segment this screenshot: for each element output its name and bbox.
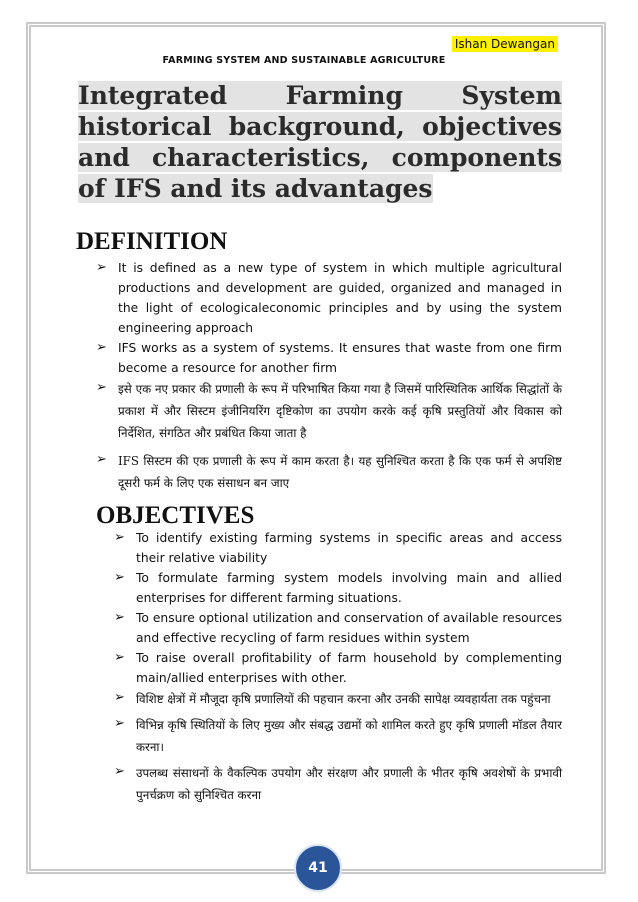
objectives-heading: OBJECTIVES [96,502,255,529]
page-number: 41 [294,844,342,892]
bullet-arrow-icon: ➢ [96,340,107,355]
definition-list [96,258,562,494]
list-item-text: To formulate farming system models involving main and allied enterprises for different farming situations. [136,571,562,605]
bullet-arrow-icon: ➢ [114,570,125,585]
bullet-arrow-icon: ➢ [96,452,107,467]
bullet-arrow-icon: ➢ [114,530,125,545]
author-name: Ishan Dewangan [452,36,558,52]
list-item-text: विभिन्न कृषि स्थितियों के लिए मुख्य और संबद्ध उद्यमों को शामिल करते हुए कृषि प्रणाली मॉडल तैयार करना। [136,718,562,754]
list-item-text: उपलब्ध संसाधनों के वैकल्पिक उपयोग और संरक्षण और प्रणाली के भीतर कृषि अवशेषों के प्रभावी पुनर्चक्रण को सुनिश्चित करना [136,766,562,802]
list-item-text: To ensure optional utilization and conservation of available resources and effective recycling of farm residues within system [136,611,562,645]
list-item-text: It is defined as a new type of system in which multiple agricultural productions and development are guided, organized and managed in the light of ecologicaleconomic principles and by using the system engineering approach [118,261,562,335]
bullet-arrow-icon: ➢ [96,260,107,275]
bullet-arrow-icon: ➢ [114,690,125,705]
list-item-text: IFS सिस्टम की एक प्रणाली के रूप में काम करता है। यह सुनिश्चित करता है कि एक फर्म से अपशिष्ट दूसरी फर्म के लिए एक संसाधन बन जाए [118,454,562,490]
bullet-arrow-icon: ➢ [114,764,125,779]
page-title-text: Integrated Farming System historical background, objectives and characteristics, components of IFS and its advantages [78,81,562,203]
running-header: FARMING SYSTEM AND SUSTAINABLE AGRICULTURE [162,55,446,66]
page-title [78,80,562,204]
objectives-list [114,528,562,806]
definition-heading: DEFINITION [76,228,228,255]
bullet-arrow-icon: ➢ [114,716,125,731]
list-item-text: विशिष्ट क्षेत्रों में मौजूदा कृषि प्रणालियों की पहचान करना और उनकी सापेक्ष व्यवहार्यता तक पहुंचना [136,692,551,706]
list-item [114,648,562,688]
list-item-text: इसे एक नए प्रकार की प्रणाली के रूप में परिभाषित किया गया है जिसमें पारिस्थितिक आर्थिक सिद्धांतों के प्रकाश में और सिस्टम इंजीनियरिंग दृष्टिकोण का उपयोग करके कई कृषि प्रस्तुतियों और विकास को निर्देशित, संगठित और प्रबंधित किया जाता है [118,382,562,440]
bullet-arrow-icon: ➢ [96,380,107,395]
list-item [96,258,562,338]
list-item [114,608,562,648]
list-item-text: IFS works as a system of systems. It ensures that waste from one firm become a resource for another firm [118,341,562,375]
bullet-arrow-icon: ➢ [114,650,125,665]
list-item [114,568,562,608]
bullet-arrow-icon: ➢ [114,610,125,625]
list-item [96,338,562,378]
list-item [96,378,562,444]
list-item [114,528,562,568]
list-item [114,762,562,806]
list-item [96,450,562,494]
list-item [114,714,562,758]
list-item-text: To raise overall profitability of farm household by complementing main/allied enterprises with other. [136,651,562,685]
list-item-text: To identify existing farming systems in specific areas and access their relative viability [136,531,562,565]
list-item [114,688,562,710]
